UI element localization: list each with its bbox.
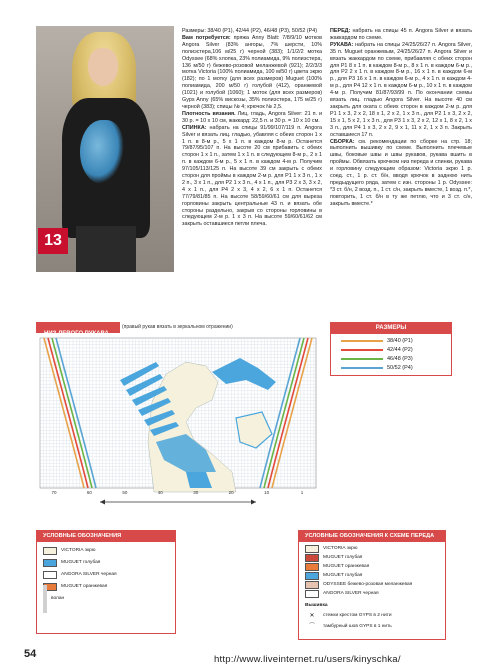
legend-item-volan: волан xyxy=(43,595,64,603)
source-url: http://www.liveinternet.ru/users/kinyschka/ xyxy=(214,654,401,665)
volan-swatch xyxy=(43,585,47,613)
size-line-p4 xyxy=(341,367,383,369)
back-text: набрать на спицы 91/99/107/119 п. Angora Silver и вязать лиц. гладью, убавляя с обеих сторон 1 х 1 п. в 8-м р., 5 х 1 п. в каждом 8-м р. Останется 79/87/95/107 п. На высоте 20 см прибавить с обеих сторон 1 х 1 п., затем 1 х 1 п. в следующем 8-м р., 2 х 1 п. в каждом 6-м р., 5 х 1 п. в каждом 4-м р. Получим 97/105/113/125 п. На высоте 39 см закрыть с обеих сторон для проймы в каждом 2-м р. для P1 1 х 3 п., 1 х 2 п., 3 х 1 п., для P2 1 х 3 п., 4 х 1 п., для P3 2 х 3, 3 х 2, 4 х 1 п., для P4 2 х 3, 4 х 2, 6 х 1 п. Останется 77/79/81/85 п. На высоте 58/59/60/61 см для выреза горловины закрыть центральные 43 п. и вязать обе стороны раздельно, закрыв со стороны горловины в следующем 2-м р. 1 х 3 п. На высоте 59/60/61/62 см закрыть оставшиеся петли плеча. xyxy=(182,124,323,228)
swatch xyxy=(43,571,57,579)
size-row-p2: 42/44 (P2) xyxy=(341,346,413,354)
size-line-p2 xyxy=(341,349,383,351)
sleeves-text: набрать на спицы 24/25/26/27 п. Angora Silver, 35 п. Muguet оранжевым, 24/25/26/27 п. Angora Silver и вязать жаккардом по схеме, прибавляя с обеих сторон для P1 8 х 1 п. в каждом 8-м р., 8 х 1 п. в каждом 6-м р., для P2 2 х 1 п. в каждом 8-м р., 16 х 1 п. в каждом 6-м р., для P3 16 х 1 п. в каждом 6-м р., 4 х 1 п. в каждом 4-м р., для P4 12 х 1 п. в каждом 6-м р., 10 х 1 п. в каждом 4-м р. Получим 81/87/93/99 п. По окончании схемы вязать лиц. гладью Angora Silver. На высоте 40 см закрыть для оката с обеих сторон в каждом 2-м р. для P1 1 х 3, 2 х 2, 18 х 1, 2 х 2, 1 х 3 п., для P2 1 х 3, 2 х 2, 15 х 1, 5 х 2, 1 х 3 п., для P3 1 х 3, 2 х 2, 12 х 1, 8 х 2, 1 х 3 п., для P4 1 х 3, 2 х 2, 9 х 1, 11 х 2, 1 х 3 п. Закрыть оставшиеся 17 п. xyxy=(330,41,472,138)
x-tick-label: 30 xyxy=(193,490,199,495)
size-row-p4: 50/52 (P4) xyxy=(341,364,413,372)
pattern-number-badge: 13 xyxy=(38,228,68,254)
embroidery-title: Вышивка xyxy=(305,603,328,608)
x-tick-label: 20 xyxy=(228,490,234,495)
back-label: СПИНКА: xyxy=(182,124,207,131)
chart-grid xyxy=(36,322,324,518)
sizes-legend-title: РАЗМЕРЫ xyxy=(331,323,451,334)
swatch xyxy=(43,547,57,555)
needs-text: пряжа Anny Blatt: 7/8/9/10 мотков Angora Silver (83% ангоры, 7% шерсти, 10% полиэстера,106 м/25 г) черной (383); 1/1/2/2 мотка Odyssee (68% хлопка, 23% полиамида, 9% полиэстера, 136 м/50 г) бежево-розовой меланжевой (921); 2/2/3/3 мотка Victoria (100% полиамида, 100 м/50 г) цвета экрю (182); по 1 мотку (для всех размеров) Muguet (100% полиамида, 200 м/50 г) голубой (412), оранжевой (1021) и голубой (1060); 1 моток (для всех размеров) Gyps Anny (65% вискозы, 35% полиэстера, 175 м/25 г) черной (383); спицы № 4; крючок № 2,5. xyxy=(182,34,323,110)
swatch xyxy=(305,563,319,571)
swatch xyxy=(305,572,319,580)
legend2-item-4: ODYSSEE бежево-розовая меланжевая xyxy=(305,581,412,589)
chain-stitch-icon: ⌒ xyxy=(308,624,315,630)
legend-item-muguet-orange: MUGUET оранжевая xyxy=(43,583,107,591)
swatch xyxy=(305,554,319,562)
sizes-legend xyxy=(330,322,452,376)
size-line-p3 xyxy=(341,358,383,360)
cross-stitch-icon: ✕ xyxy=(309,613,315,619)
swatch xyxy=(305,545,319,553)
front-symbols-legend xyxy=(298,530,446,640)
swatch xyxy=(43,559,57,567)
bird-motif xyxy=(80,120,124,184)
symbols-legend xyxy=(36,530,176,634)
symbols-legend-title: УСЛОВНЫЕ ОБОЗНАЧЕНИЯ xyxy=(37,531,175,542)
front-label: ПЕРЕД: xyxy=(330,28,351,34)
front-text: набрать на спицы 45 п. Angora Silver и вязать жаккардом по схеме. xyxy=(330,28,473,41)
density-text: Лиц. гладь, Angora Silver: 21 п. и 30 р. = 10 х 10 см, жаккард: 22,5 п. и 30 р. = 10 х 10 см. xyxy=(182,110,322,124)
model-face xyxy=(88,48,118,86)
needs-label: Вам потребуется: xyxy=(182,34,231,41)
x-tick-label: 1 xyxy=(300,490,304,495)
chart-note: (правый рукав вязать в зеркальном отражении) xyxy=(122,324,233,330)
center-marker-arrow-right xyxy=(251,500,256,505)
size-line-p1 xyxy=(341,340,383,342)
stitch-chain-item: ⌒ тамбурный шов GYPS в 1 нить xyxy=(305,623,392,631)
instructions-column-2 xyxy=(330,28,472,208)
model-legs xyxy=(76,226,136,272)
legend-item-angora: ANGORA SILVER черная xyxy=(43,571,117,579)
density-label: Плотность вязания. xyxy=(182,110,236,117)
legend-item-muguet-blue: MUGUET голубая xyxy=(43,559,100,567)
size-row-p1: 38/40 (P1) xyxy=(341,337,413,345)
x-tick-label: 10 xyxy=(264,490,270,495)
legend2-item-2: MUGUET оранжевая xyxy=(305,563,369,571)
legend-item-victoria: VICTORIA экрю xyxy=(43,547,95,555)
size-row-p3: 46/48 (P3) xyxy=(341,355,413,363)
front-legend-title: УСЛОВНЫЕ ОБОЗНАЧЕНИЯ К СХЕМЕ ПЕРЕДА xyxy=(299,531,445,542)
legend2-item-0: VICTORIA экрю xyxy=(305,545,357,553)
chart-title: НИЗ ЛЕВОГО РУКАВА xyxy=(44,331,109,337)
assembly-text: см. рекомендации по сборке на стр. 18; выполнить вышивку по схеме. Выполнить плечевые швы, боковые швы и швы рукавов, рукава вшить в проймы. Обвязать крючком низ переда и спинки, рукава и горловину следующим образом: Victoria экрю 1 р. соед. ст., 1 р. ст. б/н, вводя крючок в заднюю нить предыдущего ряда, затем с изн. стороны 1 р. Odyssee: *3 ст. б/н, 2 возд. п., 1 ст. с/н, закрыть вместе, 1 возд. п.*, повторить, 1 ст. б/н в ту же петлю, что и 3 ст. с/н, закрыть вместе.* xyxy=(330,138,472,207)
x-tick-label: 40 xyxy=(157,490,163,495)
swatch xyxy=(305,590,319,598)
legend2-item-1: MUGUET голубая xyxy=(305,554,362,562)
legend2-item-5: ANGORA SILVER черная xyxy=(305,590,379,598)
instructions-column-1 xyxy=(182,28,322,228)
page-number: 54 xyxy=(24,648,37,660)
center-marker-arrow-left xyxy=(100,500,105,505)
x-tick-label: 60 xyxy=(86,490,92,495)
sleeve-chart xyxy=(36,322,324,518)
assembly-label: СБОРКА: xyxy=(330,138,355,145)
x-tick-label: 50 xyxy=(122,490,128,495)
sizes-text: Размеры: 38/40 (P1), 42/44 (P2), 46/48 (P3), 50/52 (P4) xyxy=(182,28,318,34)
x-tick-label: 70 xyxy=(51,490,57,495)
swatch xyxy=(305,581,319,589)
stitch-cross-item: ✕ стежки крестом GYPS в 2 нити xyxy=(305,612,392,620)
legend2-item-3: MUGUET голубая xyxy=(305,572,362,580)
sleeves-label: РУКАВА: xyxy=(330,41,354,48)
